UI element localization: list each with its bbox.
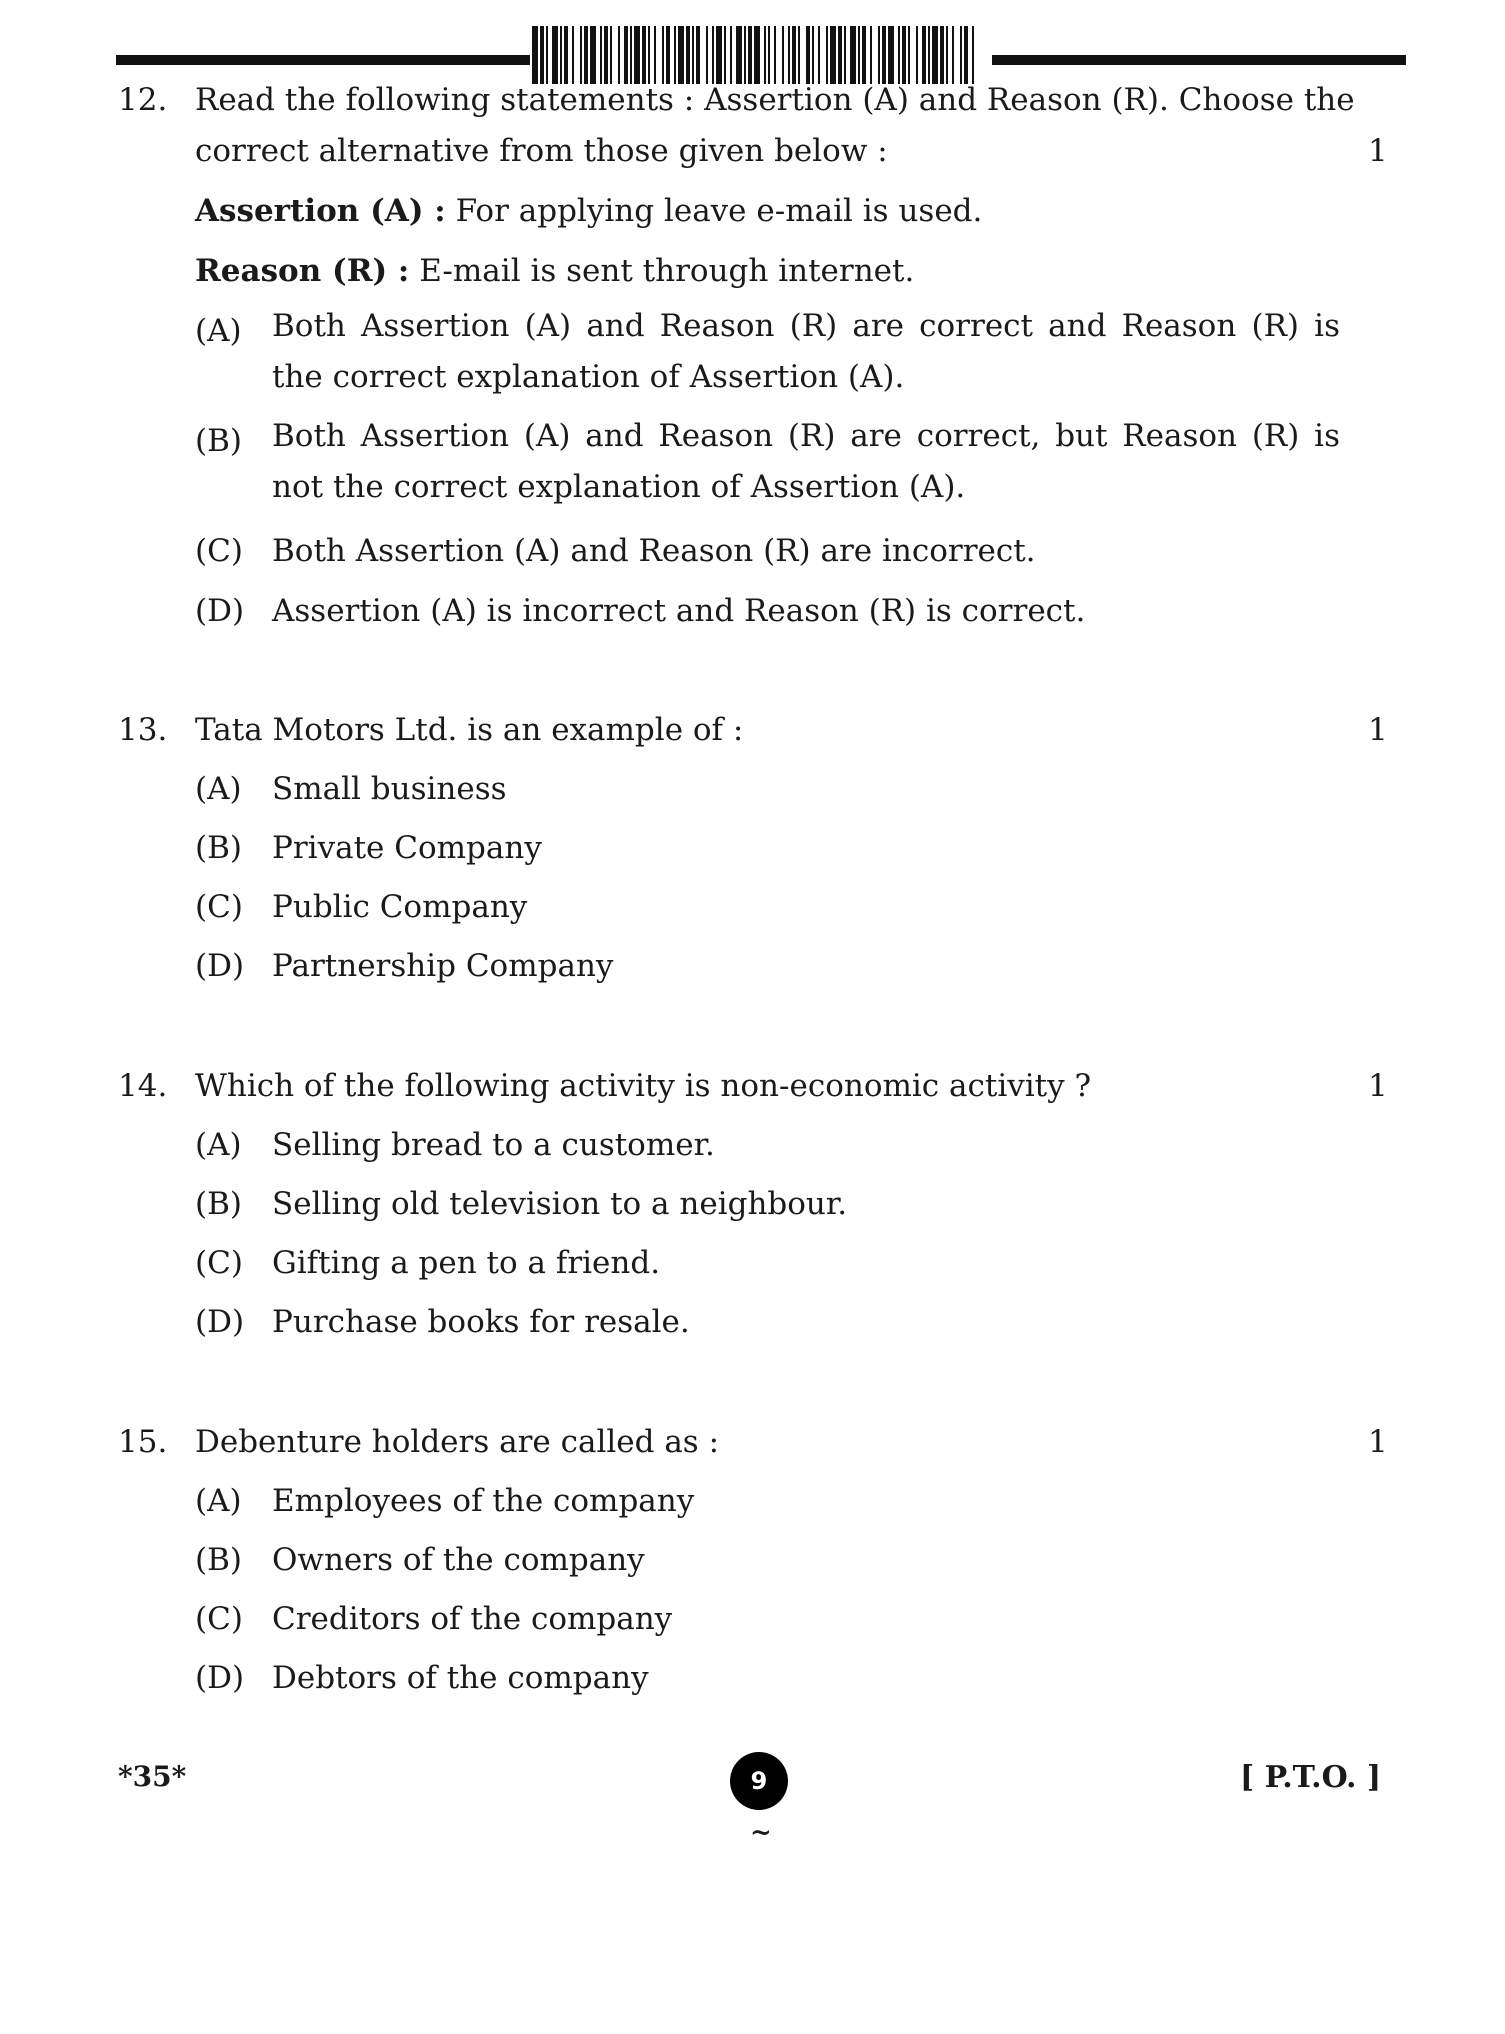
option-letter-c: (C) [195,1601,243,1637]
question-marks: 1 [1368,133,1388,169]
option-text-d: Debtors of the company [272,1660,649,1696]
option-letter-c: (C) [195,1245,243,1281]
question-text-line2: correct alternative from those given below : [195,133,888,169]
page-number-badge [730,1752,788,1810]
paper-code: *35* [118,1760,187,1793]
option-text-b: Selling old television to a neighbour. [272,1186,848,1222]
option-letter-d: (D) [195,948,245,984]
assertion-statement [195,193,982,229]
option-text-a: Small business [272,771,507,807]
option-letter-c: (C) [195,889,243,925]
option-text-a: Both Assertion (A) and Reason (R) are correct and Reason (R) is the correct explanation of Assertion (A). [272,308,1340,395]
question-number: 13. [118,712,168,748]
assertion-label: Assertion (A) : [195,193,446,229]
assertion-text: For applying leave e-mail is used. [445,193,983,229]
option-text-c: Gifting a pen to a friend. [272,1245,661,1281]
reason-statement [195,253,914,289]
option-letter-b: (B) [195,1186,242,1222]
option-text-d: Purchase books for resale. [272,1304,690,1340]
page-number: 9 [750,1767,768,1795]
question-marks: 1 [1368,712,1388,748]
option-text-b: Owners of the company [272,1542,645,1578]
barcode-icon [532,26,976,84]
question-text: Debenture holders are called as : [195,1424,720,1460]
option-text-b: Private Company [272,830,542,866]
option-letter-a: (A) [195,771,242,807]
question-number: 12. [118,82,168,118]
option-text-b: Both Assertion (A) and Reason (R) are correct, but Reason (R) is not the correct explanation of Assertion (A). [272,418,1340,505]
header-rule-left [116,55,530,65]
option-letter-b: (B) [195,423,242,459]
question-marks: 1 [1368,1424,1388,1460]
option-letter-a: (A) [195,1127,242,1163]
question-number: 14. [118,1068,168,1104]
option-text-a: Selling bread to a customer. [272,1127,715,1163]
option-letter-d: (D) [195,1660,245,1696]
header-rule-right [992,55,1406,65]
pto-label: [ P.T.O. ] [1240,1760,1382,1795]
tilde-mark: ~ [750,1818,772,1848]
option-letter-c: (C) [195,533,243,569]
option-letter-a: (A) [195,1483,242,1519]
reason-label: Reason (R) : [195,253,410,289]
option-text-d: Assertion (A) is incorrect and Reason (R) is correct. [272,593,1086,629]
reason-text: E-mail is sent through internet. [409,253,915,289]
option-text-c: Creditors of the company [272,1601,673,1637]
option-letter-b: (B) [195,830,242,866]
question-text: Which of the following activity is non-economic activity ? [195,1068,1092,1104]
question-marks: 1 [1368,1068,1388,1104]
option-letter-d: (D) [195,593,245,629]
option-text-c: Both Assertion (A) and Reason (R) are incorrect. [272,533,1036,569]
question-text-line1: Read the following statements : Assertion (A) and Reason (R). Choose the [195,82,1355,118]
question-text: Tata Motors Ltd. is an example of : [195,712,744,748]
option-letter-b: (B) [195,1542,242,1578]
question-number: 15. [118,1424,168,1460]
option-text-a: Employees of the company [272,1483,695,1519]
option-text-c: Public Company [272,889,528,925]
option-letter-a: (A) [195,313,242,349]
option-letter-d: (D) [195,1304,245,1340]
option-text-d: Partnership Company [272,948,614,984]
